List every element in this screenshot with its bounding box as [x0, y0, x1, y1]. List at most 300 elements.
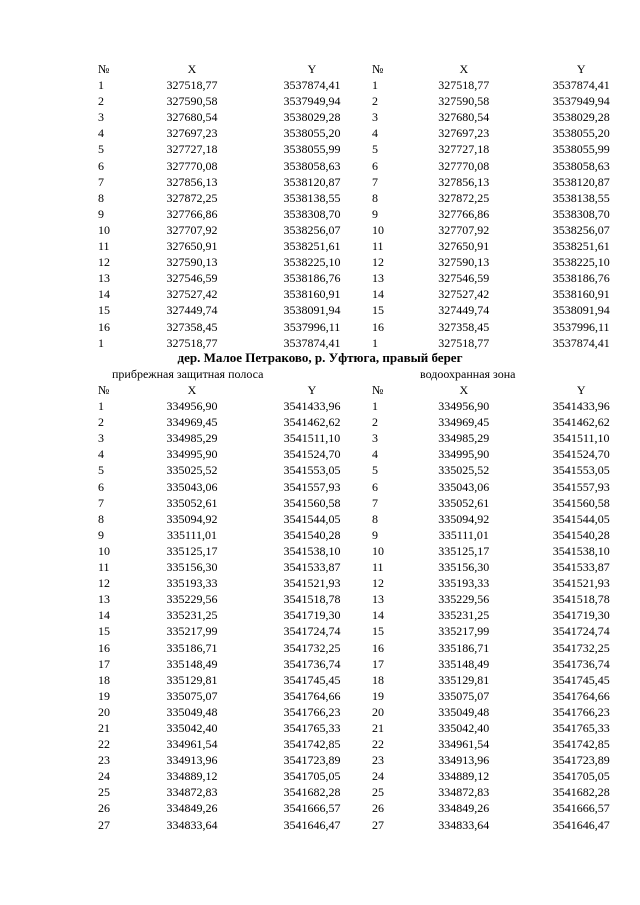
table-row: [98, 479, 372, 495]
point-number: 3: [372, 110, 378, 125]
table-row: [372, 704, 640, 720]
header-y: Y: [307, 62, 317, 76]
x-coordinate: 327707,92: [438, 222, 490, 237]
table-row: [98, 141, 372, 157]
y-coordinate: 3537874,41: [552, 78, 610, 93]
y-coordinate: 3541462,62: [552, 415, 610, 430]
table-row: [98, 607, 372, 623]
x-coordinate: 334956,90: [166, 399, 218, 414]
x-coordinate: 327680,54: [166, 110, 218, 125]
point-number: 17: [98, 656, 110, 671]
point-number: 10: [98, 222, 110, 237]
table-row: [98, 752, 372, 768]
x-coordinate: 334969,45: [438, 415, 490, 430]
x-coordinate: 335025,52: [166, 463, 218, 478]
x-coordinate: 327766,86: [166, 206, 218, 221]
point-number: 7: [372, 495, 378, 510]
table-row: [98, 319, 372, 335]
table-row: [372, 736, 640, 752]
y-coordinate: 3538138,55: [552, 190, 610, 205]
table-row: [372, 752, 640, 768]
table-row: [372, 190, 640, 206]
header-y: Y: [307, 383, 317, 397]
table-row: [98, 302, 372, 318]
coordinates-table-bottom-left: [98, 382, 372, 833]
y-coordinate: 3538186,76: [552, 271, 610, 286]
table-row: [98, 800, 372, 816]
y-coordinate: 3537874,41: [552, 335, 610, 350]
header-number: №: [98, 62, 110, 76]
point-number: 1: [372, 78, 378, 93]
y-coordinate: 3541433,96: [552, 399, 610, 414]
y-coordinate: 3541518,78: [283, 592, 341, 607]
point-number: 13: [98, 271, 110, 286]
point-number: 18: [98, 672, 110, 687]
point-number: 15: [98, 303, 110, 318]
x-coordinate: 327872,25: [438, 190, 490, 205]
x-coordinate: 335052,61: [438, 495, 490, 510]
y-coordinate: 3541766,23: [552, 704, 610, 719]
x-coordinate: 327527,42: [438, 287, 490, 302]
table-row: [372, 270, 640, 286]
table-row: [372, 398, 640, 414]
x-coordinate: 327518,77: [166, 78, 218, 93]
table-header-row: [98, 61, 372, 77]
x-coordinate: 335193,33: [438, 576, 490, 591]
coastal-protection-strip-label: прибрежная защитная полоса: [112, 367, 264, 381]
point-number: 20: [372, 704, 384, 719]
x-coordinate: 335075,07: [166, 688, 218, 703]
point-number: 12: [372, 576, 384, 591]
point-number: 15: [372, 303, 384, 318]
point-number: 3: [98, 110, 104, 125]
x-coordinate: 335094,92: [166, 511, 218, 526]
table-row: [98, 335, 372, 351]
table-row: [372, 672, 640, 688]
point-number: 4: [98, 447, 104, 462]
table-row: [98, 174, 372, 190]
table-row: [372, 174, 640, 190]
table-row: [372, 446, 640, 462]
table-row: [98, 222, 372, 238]
x-coordinate: 334849,26: [438, 801, 490, 816]
section-heading: дер. Малое Петраково, р. Уфтюга, правый берег: [177, 350, 463, 365]
y-coordinate: 3541524,70: [552, 447, 610, 462]
point-number: 6: [98, 479, 104, 494]
x-coordinate: 327770,08: [166, 158, 218, 173]
table-row: [372, 77, 640, 93]
y-coordinate: 3541666,57: [283, 801, 341, 816]
table-row: [98, 640, 372, 656]
x-coordinate: 327358,45: [438, 319, 490, 334]
y-coordinate: 3541705,05: [283, 769, 341, 784]
x-coordinate: 335148,49: [166, 656, 218, 671]
y-coordinate: 3541724,74: [552, 624, 610, 639]
table-row: [98, 511, 372, 527]
y-coordinate: 3537874,41: [283, 335, 341, 350]
y-coordinate: 3538225,10: [552, 255, 610, 270]
table-row: [372, 430, 640, 446]
x-coordinate: 335148,49: [438, 656, 490, 671]
y-coordinate: 3538308,70: [552, 206, 610, 221]
x-coordinate: 335049,48: [438, 704, 490, 719]
point-number: 1: [98, 335, 104, 350]
header-y: Y: [576, 383, 586, 397]
x-coordinate: 335129,81: [166, 672, 218, 687]
point-number: 1: [98, 78, 104, 93]
x-coordinate: 327546,59: [438, 271, 490, 286]
table-row: [98, 430, 372, 446]
table-row: [98, 206, 372, 222]
point-number: 27: [372, 817, 384, 832]
table-row: [372, 222, 640, 238]
point-number: 1: [372, 399, 378, 414]
point-number: 13: [98, 592, 110, 607]
x-coordinate: 334913,96: [438, 753, 490, 768]
point-number: 2: [98, 415, 104, 430]
table-row: [98, 656, 372, 672]
x-coordinate: 327707,92: [166, 222, 218, 237]
y-coordinate: 3537949,94: [552, 94, 610, 109]
table-row: [372, 559, 640, 575]
table-row: [98, 784, 372, 800]
y-coordinate: 3541511,10: [552, 431, 610, 446]
table-row: [98, 704, 372, 720]
x-coordinate: 335186,71: [438, 640, 490, 655]
point-number: 5: [372, 463, 378, 478]
y-coordinate: 3538256,07: [552, 222, 610, 237]
y-coordinate: 3541540,28: [552, 527, 610, 542]
table-row: [98, 720, 372, 736]
point-number: 6: [98, 158, 104, 173]
point-number: 3: [372, 431, 378, 446]
point-number: 13: [372, 592, 384, 607]
y-coordinate: 3538029,28: [552, 110, 610, 125]
y-coordinate: 3541764,66: [283, 688, 341, 703]
y-coordinate: 3538160,91: [552, 287, 610, 302]
point-number: 9: [98, 206, 104, 221]
table-row: [372, 543, 640, 559]
y-coordinate: 3537874,41: [283, 78, 341, 93]
y-coordinate: 3538055,99: [283, 142, 341, 157]
point-number: 6: [372, 479, 378, 494]
y-coordinate: 3538055,20: [283, 126, 341, 141]
point-number: 4: [98, 126, 104, 141]
table-row: [372, 688, 640, 704]
x-coordinate: 327527,42: [166, 287, 218, 302]
point-number: 22: [372, 737, 384, 752]
point-number: 19: [98, 688, 110, 703]
point-number: 19: [372, 688, 384, 703]
table-row: [372, 206, 640, 222]
x-coordinate: 335193,33: [166, 576, 218, 591]
point-number: 6: [372, 158, 378, 173]
y-coordinate: 3541719,30: [552, 608, 610, 623]
x-coordinate: 335217,99: [166, 624, 218, 639]
x-coordinate: 335042,40: [166, 720, 218, 735]
y-coordinate: 3541540,28: [283, 527, 341, 542]
header-x: X: [187, 383, 197, 397]
table-row: [98, 158, 372, 174]
x-coordinate: 327650,91: [166, 239, 218, 254]
x-coordinate: 335231,25: [166, 608, 218, 623]
table-row: [98, 414, 372, 430]
y-coordinate: 3541557,93: [552, 479, 610, 494]
table-row: [372, 286, 640, 302]
x-coordinate: 327766,86: [438, 206, 490, 221]
y-coordinate: 3541557,93: [283, 479, 341, 494]
point-number: 5: [98, 463, 104, 478]
table-row: [372, 109, 640, 125]
y-coordinate: 3541544,05: [552, 511, 610, 526]
x-coordinate: 327518,77: [438, 78, 490, 93]
y-coordinate: 3541723,89: [283, 753, 341, 768]
y-coordinate: 3541538,10: [283, 543, 341, 558]
y-coordinate: 3541560,58: [552, 495, 610, 510]
table-row: [372, 141, 640, 157]
y-coordinate: 3538120,87: [283, 174, 341, 189]
y-coordinate: 3541646,47: [552, 817, 610, 832]
coordinates-table-bottom-right: [372, 382, 640, 833]
y-coordinate: 3541724,74: [283, 624, 341, 639]
x-coordinate: 335052,61: [166, 495, 218, 510]
point-number: 21: [98, 720, 110, 735]
y-coordinate: 3541511,10: [283, 431, 341, 446]
y-coordinate: 3538058,63: [283, 158, 341, 173]
y-coordinate: 3538186,76: [283, 271, 341, 286]
point-number: 7: [98, 174, 104, 189]
x-coordinate: 327697,23: [166, 126, 218, 141]
table-row: [98, 688, 372, 704]
table-row: [372, 238, 640, 254]
table-row: [98, 238, 372, 254]
y-coordinate: 3541719,30: [283, 608, 341, 623]
header-number: №: [372, 62, 384, 76]
x-coordinate: 327518,77: [438, 335, 490, 350]
table-header-row: [372, 61, 640, 77]
y-coordinate: 3541765,33: [283, 720, 341, 735]
point-number: 1: [98, 399, 104, 414]
y-coordinate: 3541745,45: [552, 672, 610, 687]
table-row: [372, 158, 640, 174]
y-coordinate: 3538256,07: [283, 222, 341, 237]
y-coordinate: 3541533,87: [552, 560, 610, 575]
point-number: 9: [372, 527, 378, 542]
point-number: 5: [98, 142, 104, 157]
table-row: [372, 125, 640, 141]
header-y: Y: [576, 62, 586, 76]
table-row: [372, 800, 640, 816]
table-row: [372, 302, 640, 318]
x-coordinate: 334872,83: [438, 785, 490, 800]
y-coordinate: 3541538,10: [552, 543, 610, 558]
point-number: 15: [98, 624, 110, 639]
x-coordinate: 335049,48: [166, 704, 218, 719]
y-coordinate: 3538251,61: [552, 239, 610, 254]
point-number: 2: [98, 94, 104, 109]
x-coordinate: 327590,13: [166, 255, 218, 270]
y-coordinate: 3537996,11: [283, 319, 341, 334]
point-number: 25: [372, 785, 384, 800]
point-number: 14: [98, 608, 110, 623]
table-row: [372, 479, 640, 495]
table-row: [372, 495, 640, 511]
point-number: 8: [98, 190, 104, 205]
point-number: 8: [98, 511, 104, 526]
header-x: X: [459, 383, 469, 397]
y-coordinate: 3541682,28: [552, 785, 610, 800]
table-row: [372, 607, 640, 623]
x-coordinate: 335156,30: [166, 560, 218, 575]
x-coordinate: 327872,25: [166, 190, 218, 205]
point-number: 8: [372, 190, 378, 205]
x-coordinate: 334985,29: [438, 431, 490, 446]
y-coordinate: 3541646,47: [283, 817, 341, 832]
y-coordinate: 3538055,20: [552, 126, 610, 141]
table-row: [98, 190, 372, 206]
header-number: №: [372, 383, 384, 397]
x-coordinate: 327727,18: [438, 142, 490, 157]
table-row: [98, 575, 372, 591]
point-number: 15: [372, 624, 384, 639]
table-row: [372, 462, 640, 478]
point-number: 2: [372, 94, 378, 109]
x-coordinate: 327697,23: [438, 126, 490, 141]
point-number: 21: [372, 720, 384, 735]
point-number: 4: [372, 126, 378, 141]
table-row: [98, 623, 372, 639]
x-coordinate: 335231,25: [438, 608, 490, 623]
table-row: [372, 511, 640, 527]
point-number: 17: [372, 656, 384, 671]
x-coordinate: 334995,90: [166, 447, 218, 462]
x-coordinate: 327546,59: [166, 271, 218, 286]
point-number: 24: [98, 769, 110, 784]
table-row: [372, 720, 640, 736]
table-row: [98, 254, 372, 270]
table-row: [98, 527, 372, 543]
table-row: [98, 93, 372, 109]
point-number: 26: [372, 801, 384, 816]
point-number: 23: [372, 753, 384, 768]
point-number: 27: [98, 817, 110, 832]
x-coordinate: 327518,77: [166, 335, 218, 350]
point-number: 1: [372, 335, 378, 350]
x-coordinate: 335217,99: [438, 624, 490, 639]
point-number: 23: [98, 753, 110, 768]
x-coordinate: 335125,17: [166, 543, 218, 558]
y-coordinate: 3538058,63: [552, 158, 610, 173]
table-row: [98, 125, 372, 141]
x-coordinate: 327449,74: [438, 303, 490, 318]
y-coordinate: 3541462,62: [283, 415, 341, 430]
table-row: [98, 591, 372, 607]
y-coordinate: 3541742,85: [283, 737, 341, 752]
y-coordinate: 3538091,94: [552, 303, 610, 318]
table-row: [372, 527, 640, 543]
x-coordinate: 334969,45: [166, 415, 218, 430]
x-coordinate: 335186,71: [166, 640, 218, 655]
x-coordinate: 334872,83: [166, 785, 218, 800]
table-row: [98, 672, 372, 688]
y-coordinate: 3537949,94: [283, 94, 341, 109]
x-coordinate: 334956,90: [438, 399, 490, 414]
x-coordinate: 335229,56: [166, 592, 218, 607]
header-number: №: [98, 383, 110, 397]
y-coordinate: 3538308,70: [283, 206, 341, 221]
x-coordinate: 327590,58: [166, 94, 218, 109]
y-coordinate: 3537996,11: [552, 319, 610, 334]
point-number: 10: [372, 543, 384, 558]
table-row: [372, 640, 640, 656]
water-protection-zone-label: водоохранная зона: [420, 367, 516, 381]
table-row: [372, 768, 640, 784]
point-number: 4: [372, 447, 378, 462]
table-row: [98, 446, 372, 462]
x-coordinate: 335229,56: [438, 592, 490, 607]
y-coordinate: 3541765,33: [552, 720, 610, 735]
point-number: 2: [372, 415, 378, 430]
y-coordinate: 3541705,05: [552, 769, 610, 784]
table-row: [372, 817, 640, 833]
y-coordinate: 3538160,91: [283, 287, 341, 302]
table-row: [98, 559, 372, 575]
x-coordinate: 335043,06: [166, 479, 218, 494]
y-coordinate: 3541524,70: [283, 447, 341, 462]
point-number: 12: [372, 255, 384, 270]
x-coordinate: 327680,54: [438, 110, 490, 125]
table-row: [372, 575, 640, 591]
point-number: 26: [98, 801, 110, 816]
x-coordinate: 335111,01: [438, 527, 489, 542]
y-coordinate: 3541745,45: [283, 672, 341, 687]
x-coordinate: 334849,26: [166, 801, 218, 816]
table-row: [98, 398, 372, 414]
x-coordinate: 334985,29: [166, 431, 218, 446]
table-row: [372, 591, 640, 607]
table-row: [98, 768, 372, 784]
point-number: 18: [372, 672, 384, 687]
x-coordinate: 335075,07: [438, 688, 490, 703]
point-number: 14: [372, 608, 384, 623]
x-coordinate: 335042,40: [438, 720, 490, 735]
point-number: 11: [98, 239, 110, 254]
table-row: [372, 319, 640, 335]
table-row: [98, 270, 372, 286]
y-coordinate: 3541521,93: [552, 576, 610, 591]
point-number: 7: [372, 174, 378, 189]
x-coordinate: 327449,74: [166, 303, 218, 318]
x-coordinate: 327856,13: [166, 174, 218, 189]
point-number: 8: [372, 511, 378, 526]
x-coordinate: 335111,01: [166, 527, 218, 542]
table-row: [98, 543, 372, 559]
y-coordinate: 3541533,87: [283, 560, 341, 575]
y-coordinate: 3538138,55: [283, 190, 341, 205]
x-coordinate: 334889,12: [166, 769, 218, 784]
x-coordinate: 327856,13: [438, 174, 490, 189]
table-row: [372, 784, 640, 800]
x-coordinate: 334961,54: [438, 737, 490, 752]
table-row: [98, 817, 372, 833]
y-coordinate: 3541666,57: [552, 801, 610, 816]
x-coordinate: 334995,90: [438, 447, 490, 462]
x-coordinate: 335156,30: [438, 560, 490, 575]
y-coordinate: 3538225,10: [283, 255, 341, 270]
x-coordinate: 334833,64: [438, 817, 490, 832]
point-number: 11: [372, 239, 384, 254]
point-number: 25: [98, 785, 110, 800]
